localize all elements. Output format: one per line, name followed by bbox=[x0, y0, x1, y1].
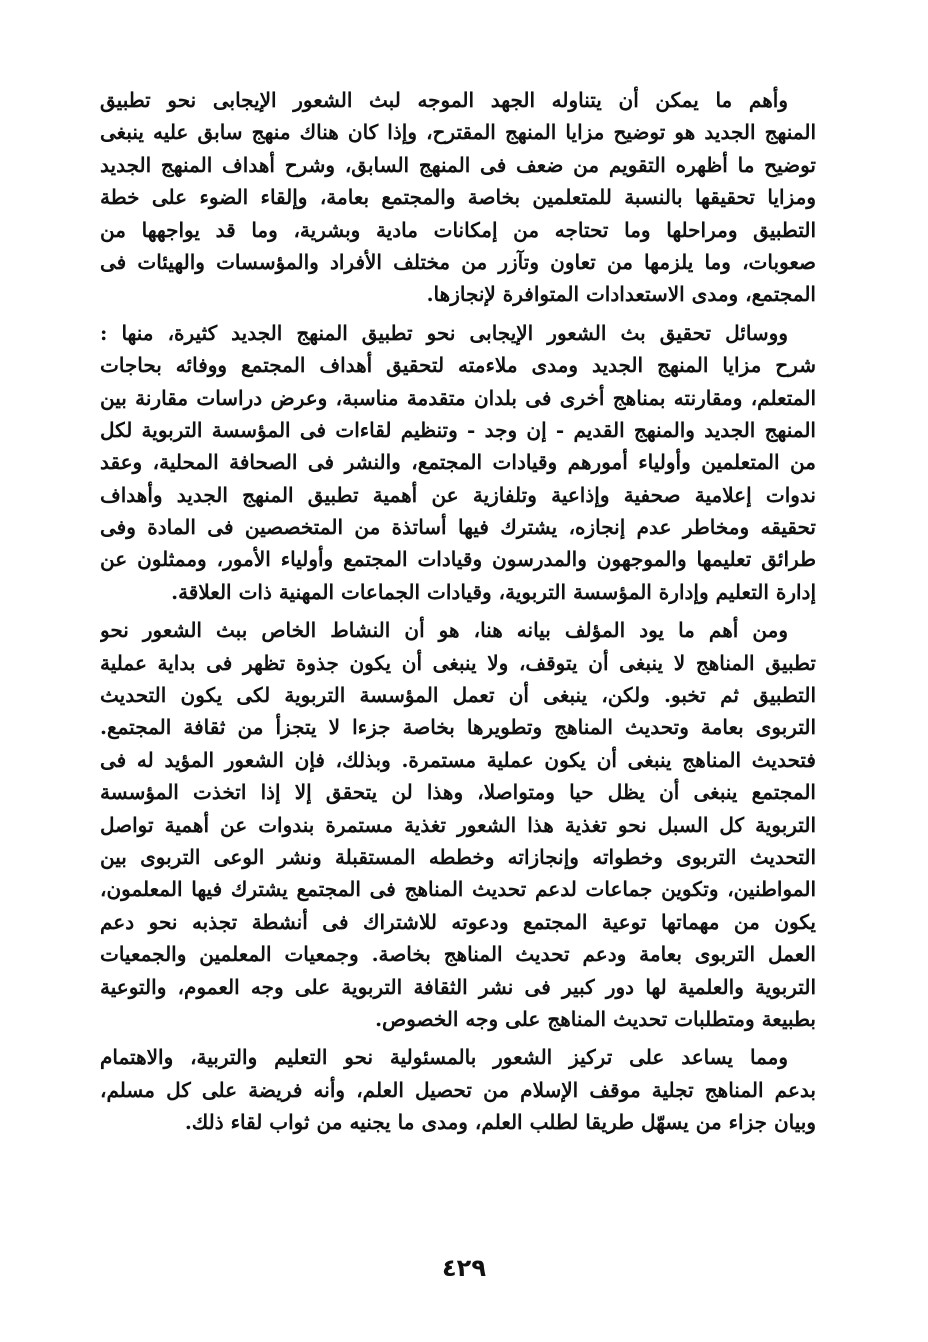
text-line: وبيان جزاء من يسهّل طريقا لطلب العلم، ومدى ما يجنيه من ثواب لقاء ذلك. bbox=[184, 1110, 816, 1135]
text-line: شرح مزايا المنهج الجديد ومدى ملاءمته لتحقيق أهداف المجتمع ووفائه بحاجات bbox=[100, 353, 816, 378]
text-line: المجتمع، ومدى الاستعدادات المتوافرة لإنجازها. bbox=[426, 282, 816, 307]
text-line: ومن أهم ما يود المؤلف بيانه هنا، هو أن النشاط الخاص ببث الشعور نحو bbox=[100, 618, 788, 643]
page-number: ٤٢٩ bbox=[442, 1254, 486, 1282]
text-line: صعوبات، وما يلزمها من تعاون وتآزر من مختلف الأفراد والمؤسسات والهيئات فى bbox=[100, 249, 816, 274]
text-line: المتعلم، ومقارنته بمناهج أخرى فى بلدان متقدمة مناسبة، وعرض دراسات مقارنة بين bbox=[100, 385, 816, 410]
text-line: فتحديث المناهج ينبغى أن يكون عملية مستمرة. وبذلك، فإن الشعور المؤيد له فى bbox=[100, 747, 816, 772]
paragraph-4 bbox=[100, 1041, 844, 1138]
text-line: وأهم ما يمكن أن يتناوله الجهد الموجه لبث الشعور الإيجابى نحو تطبيق bbox=[100, 88, 788, 112]
text-line: طرائق تعليمها والموجهون والمدرسون وقيادات المجتمع وأولياء الأمور، وممثلون عن bbox=[100, 547, 816, 572]
text-line: ندوات إعلامية صحفية وإذاعية وتلفازية عن أهمية تطبيق المنهج الجديد وأهداف bbox=[100, 482, 816, 507]
text-line: ووسائل تحقيق بث الشعور الإيجابى نحو تطبيق المنهج الجديد كثيرة، منها : bbox=[100, 320, 789, 345]
text-line: تطبيق المناهج لا ينبغى أن يتوقف، ولا ينبغى أن يكون جذوة تظهر فى بداية عملية bbox=[100, 650, 816, 675]
text-line: توضيح ما أظهره التقويم من ضعف فى المنهج السابق، وشرح أهداف المنهج الجديد bbox=[100, 152, 816, 177]
text-line: بطبيعة ومتطلبات تحديث المناهج على وجه الخصوص. bbox=[375, 1006, 816, 1031]
paragraph-2 bbox=[100, 317, 844, 609]
text-line: ومزايا تحقيقها بالنسبة للمتعلمين بخاصة والمجتمع بعامة، وإلقاء الضوء على خطة bbox=[100, 185, 816, 210]
text-line: المنهج الجديد والمنهج القديم - إن وجد - وتنظيم لقاءات فى المؤسسة التربوية لكل bbox=[100, 417, 816, 442]
text-line: المجتمع ينبغى أن يظل حيا ومتواصلا، وهذا لن يتحقق إلا إذا اتخذت المؤسسة bbox=[100, 780, 816, 805]
text-line: ومما يساعد على تركيز الشعور بالمسئولية نحو التعليم والتربية، والاهتمام bbox=[100, 1045, 789, 1070]
text-line: المواطنين، وتكوين جماعات لدعم تحديث المناهج فى المجتمع يشترك فيها المعلمون، bbox=[100, 877, 816, 902]
text-line: إدارة التعليم وإدارة المؤسسة التربوية، وقيادات الجماعات المهنية ذات العلاقة. bbox=[171, 579, 816, 604]
text-line: التربوية والعلمية لها دور كبير فى نشر الثقافة التربوية على وجه العموم، والتوعية bbox=[100, 974, 816, 999]
text-line: التحديث التربوى وخطواته وإنجازاته وخططه المستقبلة ونشر الوعى التربوى بين bbox=[100, 844, 816, 869]
text-line: التربوية كل السبل نحو تغذية هذا الشعور تغذية مستمرة بندوات عن أهمية تواصل bbox=[100, 812, 816, 837]
text-line: المنهج الجديد هو توضيح مزايا المنهج المقترح، وإذا كان هناك منهج سابق عليه ينبغى bbox=[100, 120, 816, 145]
paragraph-3 bbox=[100, 614, 844, 1035]
text-line: من المتعلمين وأولياء أمورهم وقيادات المجتمع، والنشر فى الصحافة المحلية، وعقد bbox=[100, 450, 816, 475]
text-line: العمل التربوى بعامة ودعم تحديث المناهج بخاصة. وجمعيات المعلمين والجمعيات bbox=[100, 942, 816, 967]
body-text bbox=[100, 84, 844, 1145]
text-line: تحقيقه ومخاطر عدم إنجازه، يشترك فيها أساتذة من المتخصصين فى المادة وفى bbox=[100, 515, 816, 540]
text-line: التطبيق ومراحلها وما تحتاجه من إمكانات مادية وبشرية، وما قد يواجهها من bbox=[100, 217, 816, 242]
text-line: بدعم المناهج تجلية موقف الإسلام من تحصيل العلم، وأنه فريضة على كل مسلم، bbox=[100, 1077, 816, 1102]
text-line: التربوى بعامة وتحديث المناهج وتطويرها بخاصة جزءا لا يتجزأ من ثقافة المجتمع. bbox=[100, 715, 817, 740]
text-line: يكون من مهماتها توعية المجتمع ودعوته للاشتراك فى أنشطة تجذبه نحو دعم bbox=[100, 909, 816, 934]
paragraph-1 bbox=[100, 84, 844, 311]
text-line: التطبيق ثم تخبو. ولكن، ينبغى أن تعمل المؤسسة التربوية لكى يكون التحديث bbox=[100, 683, 816, 708]
